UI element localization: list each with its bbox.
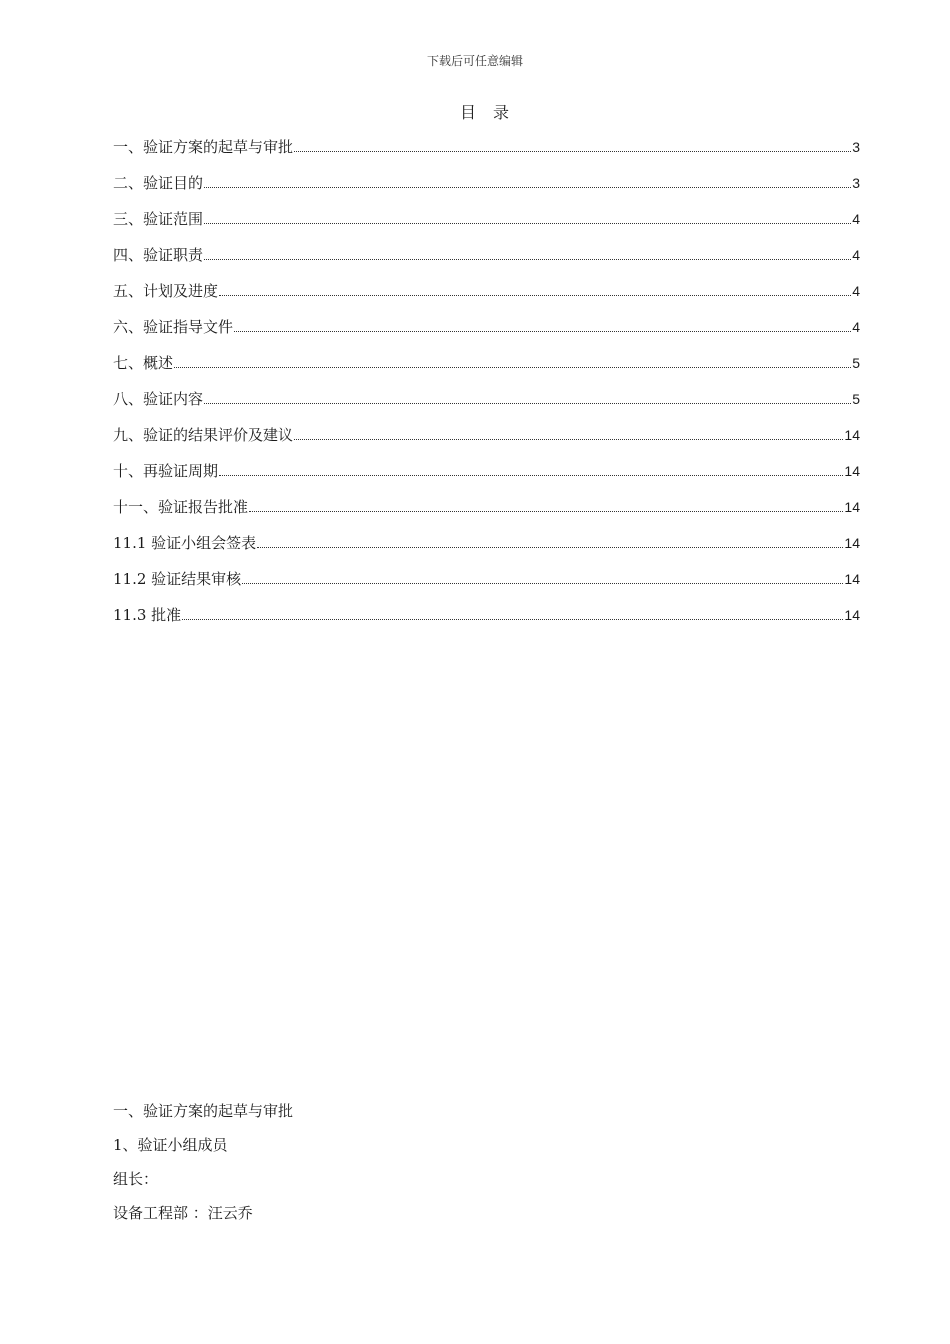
toc-entry[interactable]	[113, 552, 860, 588]
toc-entry[interactable]	[113, 336, 860, 372]
toc-leader-dots	[242, 582, 843, 584]
toc-entry-label: 一、验证方案的起草与审批	[113, 138, 294, 156]
toc-entry-page: 3	[852, 175, 860, 191]
toc-leader-dots	[174, 366, 851, 368]
toc-entry[interactable]	[113, 516, 860, 552]
page-header-note: 下载后可任意编辑	[426, 54, 523, 68]
toc-entry[interactable]	[113, 372, 860, 408]
toc-entry[interactable]	[113, 192, 860, 228]
toc-entry-label: 八、验证内容	[113, 390, 204, 408]
toc-entry-label: 11.1 验证小组会签表	[113, 534, 257, 552]
toc-entry-page: 14	[844, 427, 860, 443]
toc-entry[interactable]	[113, 480, 860, 516]
toc-leader-dots	[204, 258, 851, 260]
toc-leader-dots	[204, 402, 851, 404]
subsection-heading: 1、验证小组成员	[113, 1136, 228, 1154]
toc-title: 目 录	[459, 103, 516, 122]
toc-entry-label: 四、验证职责	[113, 246, 204, 264]
toc-entry-label: 三、验证范围	[113, 210, 204, 228]
toc-entry-page: 14	[844, 607, 860, 623]
toc-entry-page: 4	[852, 319, 860, 335]
toc-entry-page: 4	[852, 283, 860, 299]
table-of-contents	[113, 120, 860, 624]
toc-entry-label: 七、概述	[113, 354, 174, 372]
toc-entry-page: 14	[844, 571, 860, 587]
toc-leader-dots	[257, 546, 843, 548]
toc-entry-page: 14	[844, 499, 860, 515]
toc-entry-page: 5	[852, 391, 860, 407]
toc-entry[interactable]	[113, 120, 860, 156]
toc-entry-page: 3	[852, 139, 860, 155]
toc-entry[interactable]	[113, 264, 860, 300]
toc-leader-dots	[249, 510, 843, 512]
document-body	[113, 1094, 293, 1230]
toc-entry-label: 二、验证目的	[113, 174, 204, 192]
toc-entry-page: 4	[852, 211, 860, 227]
toc-leader-dots	[234, 330, 851, 332]
toc-leader-dots	[204, 222, 851, 224]
toc-leader-dots	[294, 438, 843, 440]
toc-leader-dots	[219, 474, 843, 476]
toc-entry-page: 14	[844, 535, 860, 551]
toc-entry-label: 九、验证的结果评价及建议	[113, 426, 294, 444]
toc-leader-dots	[182, 618, 843, 620]
toc-entry[interactable]	[113, 408, 860, 444]
toc-entry[interactable]	[113, 588, 860, 624]
department-member-line: 设备工程部 ：汪云乔	[113, 1204, 253, 1222]
toc-entry-label: 十一、验证报告批准	[113, 498, 249, 516]
toc-leader-dots	[204, 186, 851, 188]
toc-leader-dots	[294, 150, 851, 152]
toc-entry-page: 14	[844, 463, 860, 479]
toc-entry-label: 十、再验证周期	[113, 462, 219, 480]
toc-entry-label: 11.2 验证结果审核	[113, 570, 242, 588]
toc-entry-page: 4	[852, 247, 860, 263]
toc-entry-label: 六、验证指导文件	[113, 318, 234, 336]
toc-entry[interactable]	[113, 228, 860, 264]
leader-label: 组长：	[113, 1170, 159, 1188]
toc-entry-label: 五、计划及进度	[113, 282, 219, 300]
toc-entry[interactable]	[113, 444, 860, 480]
toc-entry[interactable]	[113, 300, 860, 336]
toc-entry-label: 11.3 批准	[113, 606, 182, 624]
toc-leader-dots	[219, 294, 851, 296]
toc-entry-page: 5	[852, 355, 860, 371]
toc-entry[interactable]	[113, 156, 860, 192]
section-heading: 一、验证方案的起草与审批	[113, 1102, 294, 1120]
